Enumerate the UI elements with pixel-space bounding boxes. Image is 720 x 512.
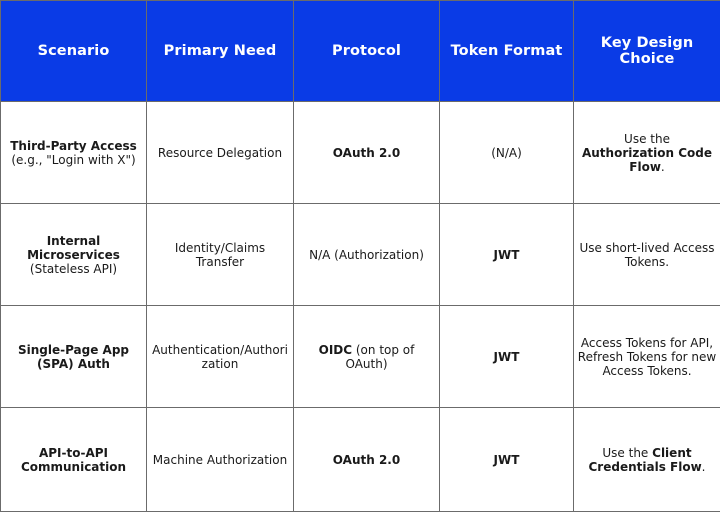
scenario-cell xyxy=(1,204,147,306)
header-key-design-choice: Key Design Choice xyxy=(574,1,720,102)
header-primary-need: Primary Need xyxy=(147,1,294,102)
protocol-cell: N/A (Authorization) xyxy=(294,204,440,306)
protocol-cell xyxy=(294,306,440,408)
scenario-title: Third-Party Access xyxy=(10,139,137,153)
key-design-choice-cell xyxy=(574,102,720,204)
choice-suffix: . xyxy=(702,460,706,474)
header-row xyxy=(1,1,720,102)
key-design-choice-cell: Use short-lived Access Tokens. xyxy=(574,204,720,306)
token-format-cell: JWT xyxy=(440,408,574,512)
choice-text: Use the xyxy=(624,132,670,146)
header-token-format: Token Format xyxy=(440,1,574,102)
token-format-cell: JWT xyxy=(440,306,574,408)
key-design-choice-cell xyxy=(574,408,720,512)
scenario-subtitle: (Stateless API) xyxy=(30,262,117,276)
choice-suffix: . xyxy=(661,160,665,174)
header-protocol: Protocol xyxy=(294,1,440,102)
scenario-title: Internal Microservices xyxy=(27,234,120,262)
protocol-cell: OAuth 2.0 xyxy=(294,408,440,512)
protocol-text: (on top of OAuth) xyxy=(345,343,414,371)
table-row xyxy=(1,102,720,204)
protocol-cell: OAuth 2.0 xyxy=(294,102,440,204)
protocol-emphasis: OIDC xyxy=(319,343,352,357)
key-design-choice-cell: Access Tokens for API, Refresh Tokens for new Access Tokens. xyxy=(574,306,720,408)
primary-need-cell: Resource Delegation xyxy=(147,102,294,204)
choice-text: Use the xyxy=(602,446,652,460)
primary-need-cell: Machine Authorization xyxy=(147,408,294,512)
token-format-cell: JWT xyxy=(440,204,574,306)
scenario-cell: Single-Page App (SPA) Auth xyxy=(1,306,147,408)
table-row xyxy=(1,306,720,408)
header-scenario: Scenario xyxy=(1,1,147,102)
scenario-cell xyxy=(1,102,147,204)
token-format-cell: (N/A) xyxy=(440,102,574,204)
table-row xyxy=(1,204,720,306)
choice-emphasis: Client Credentials Flow xyxy=(589,446,702,474)
choice-emphasis: Authorization Code Flow xyxy=(582,146,712,174)
table-row xyxy=(1,408,720,512)
scenario-cell: API-to-API Communication xyxy=(1,408,147,512)
primary-need-cell: Authentication/Authorization xyxy=(147,306,294,408)
scenario-subtitle: (e.g., "Login with X") xyxy=(11,153,135,167)
primary-need-cell: Identity/Claims Transfer xyxy=(147,204,294,306)
